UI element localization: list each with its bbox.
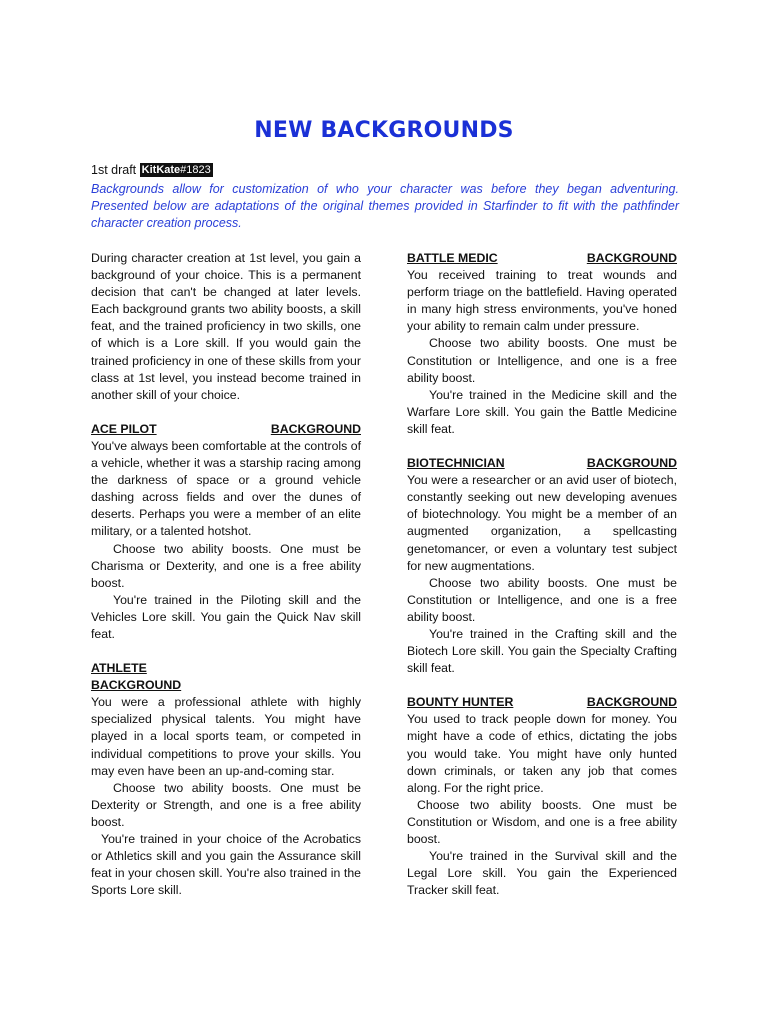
- bounty-hunter-skills: You're trained in the Survival skill and the Legal Lore skill. You gain the Experienced Tracker skill feat.: [407, 849, 677, 898]
- biotechnician-heading: [407, 455, 677, 472]
- draft-line: [91, 163, 213, 177]
- biotechnician-desc: You were a researcher or an avid user of biotech, constantly seeking out new developing avenues of biotechnology. You might be a member of an augmented organization, a spellcasting genetomancer, or even a voluntary test subject for new augmentations.: [407, 473, 677, 573]
- opening-paragraph: During character creation at 1st level, you gain a background of your choice. This is a permanent decision that can't be changed at later levels. Each background grants two ability boosts, a skill feat, and the trained proficiency in two skills, one of which is a Lore skill. If you would gain the trained proficiency in one of these skills from your class at 1st level, you instead become trained in another skill of your choice.: [91, 251, 361, 402]
- battle-medic-heading: [407, 250, 677, 267]
- author-name: KitKate: [141, 164, 181, 176]
- battle-medic-skills: You're trained in the Medicine skill and the Warfare Lore skill. You gain the Battle Medicine skill feat.: [407, 387, 677, 436]
- biotechnician-boosts: Choose two ability boosts. One must be Constitution or Intelligence, and one is a free ability boost.: [407, 575, 677, 624]
- athlete-heading: [91, 660, 361, 694]
- biotechnician-kind: BACKGROUND: [586, 456, 677, 471]
- athlete-kind: BACKGROUND: [91, 678, 182, 693]
- bounty-hunter-kind: BACKGROUND: [586, 695, 677, 710]
- page-title: NEW BACKGROUNDS: [254, 118, 514, 143]
- bounty-hunter-name: BOUNTY HUNTER: [407, 695, 514, 710]
- bounty-hunter-desc: You used to track people down for money. You might have a code of ethics, dictating the jobs you would take. You might have only hunted down criminals, or taken any job that comes along. For the right price.: [407, 712, 677, 795]
- right-column: [407, 250, 677, 899]
- biotechnician-name: BIOTECHNICIAN: [407, 456, 505, 471]
- bounty-hunter-boosts: Choose two ability boosts. One must be Constitution or Wisdom, and one is a free ability boost.: [407, 797, 677, 846]
- ace-pilot-boosts: Choose two ability boosts. One must be Charisma or Dexterity, and one is a free ability boost.: [91, 541, 361, 590]
- ace-pilot-name: ACE PILOT: [91, 421, 157, 436]
- ace-pilot-kind: BACKGROUND: [270, 421, 361, 436]
- athlete-desc: You were a professional athlete with highly specialized physical talents. You might have played in a local sports team, or competed in individual competitions to prove your skills. You may even have been an up-and-coming star.: [91, 695, 361, 778]
- biotechnician-skills: You're trained in the Crafting skill and the Biotech Lore skill. You gain the Specialty Crafting skill feat.: [407, 626, 677, 676]
- battle-medic-boosts: Choose two ability boosts. One must be Constitution or Intelligence, and one is a free ability boost.: [407, 336, 677, 385]
- battle-medic-name: BATTLE MEDIC: [407, 251, 498, 265]
- author-id: #1823: [180, 164, 211, 176]
- ace-pilot-heading: [91, 421, 361, 438]
- battle-medic-desc: You received training to treat wounds and perform triage on the battlefield. Having operated in many high stress environments, you've honed your ability to remain calm under pressure.: [407, 268, 677, 334]
- ace-pilot-desc: You've always been comfortable at the controls of a vehicle, whether it was a starship racing among the darkness of space or a ground vehicle dashing across fields and over the dunes of deserts. Perhaps you were a member of an elite military, or a talented hotshot.: [91, 438, 361, 539]
- athlete-skills: You're trained in your choice of the Acrobatics or Athletics skill and you gain the Assurance skill feat in your chosen skill. You're also trained in the Sports Lore skill.: [91, 832, 361, 898]
- draft-label: 1st draft: [91, 163, 137, 177]
- intro-paragraph: Backgrounds allow for customization of who your character was before they began adventuring. Presented below are adaptations of the original themes provided in Starfinder to fit with the pathfinder character creation process.: [91, 182, 679, 230]
- left-column: [91, 250, 361, 899]
- athlete-name: ATHLETE: [91, 661, 147, 676]
- athlete-boosts: Choose two ability boosts. One must be Dexterity or Strength, and one is a free ability boost.: [91, 780, 361, 829]
- bounty-hunter-heading: [407, 694, 677, 711]
- ace-pilot-skills: You're trained in the Piloting skill and the Vehicles Lore skill. You gain the Quick Nav skill feat.: [91, 592, 361, 641]
- battle-medic-kind: BACKGROUND: [586, 251, 677, 265]
- author-tag: [140, 163, 213, 177]
